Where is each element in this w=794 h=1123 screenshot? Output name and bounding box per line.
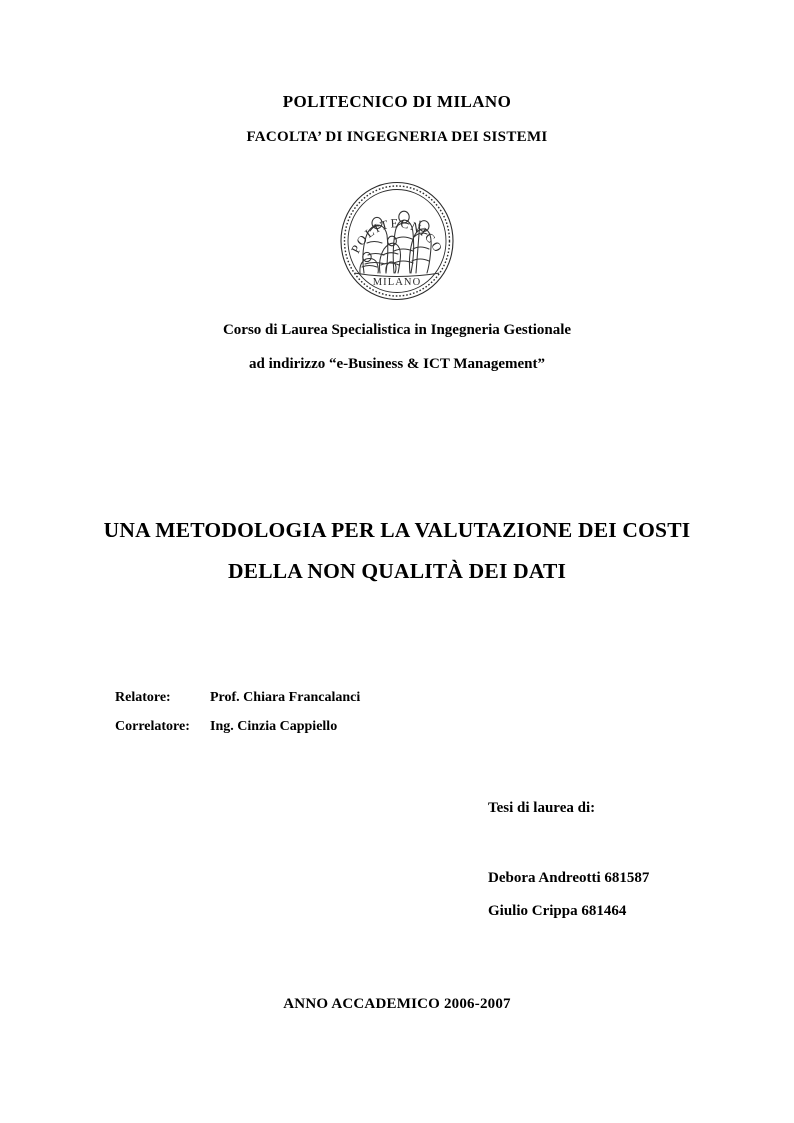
seal-arc-text: POLITECNICO (348, 216, 446, 256)
advisor-row-relatore (115, 690, 360, 707)
seal-bottom-text: MILANO (372, 277, 422, 288)
advisor-row-correlatore (115, 719, 360, 736)
relatore-label: Relatore: (115, 690, 171, 705)
course-name: Corso di Laurea Specialistica in Ingegneria Gestionale (222, 322, 572, 338)
course-specialization: ad indirizzo “e-Business & ICT Management” (249, 356, 545, 372)
advisors-block (115, 690, 360, 736)
degree-programme (0, 321, 794, 373)
institution-header (0, 92, 794, 146)
candidates-list (488, 869, 649, 920)
university-name: POLITECNICO DI MILANO (282, 92, 512, 111)
faculty-name: FACOLTA’ DI INGEGNERIA DEI SISTEMI (246, 129, 548, 146)
seal-container (0, 181, 794, 306)
relatore-name: Prof. Chiara Francalanci (210, 690, 361, 705)
thesis-title-line-2: DELLA NON QUALITÀ DEI DATI (227, 558, 567, 583)
candidates-heading: Tesi di laurea di: (488, 800, 596, 816)
candidate-name-1: Debora Andreotti 681587 (488, 870, 650, 886)
candidates-block (488, 799, 649, 920)
thesis-title (0, 517, 794, 585)
politecnico-seal-icon (334, 181, 460, 301)
academic-year: ANNO ACCADEMICO 2006-2007 (283, 996, 511, 1012)
correlatore-label: Correlatore: (115, 718, 190, 734)
thesis-title-line-1: UNA METODOLOGIA PER LA VALUTAZIONE DEI COSTI (103, 518, 691, 542)
correlatore-name: Ing. Cinzia Cappiello (210, 718, 338, 734)
candidate-name-2: Giulio Crippa 681464 (488, 903, 627, 919)
